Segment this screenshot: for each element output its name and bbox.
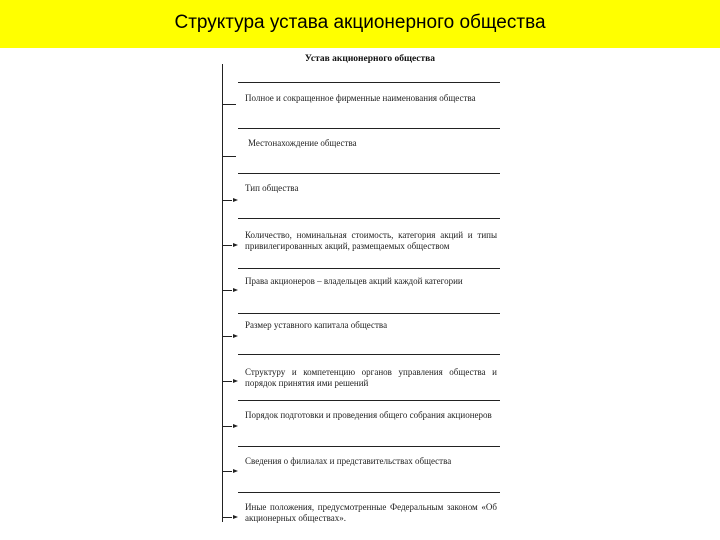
slide-title: Структура устава акционерного общества <box>174 12 546 33</box>
arrow-icon <box>233 469 238 473</box>
arrow-icon <box>233 198 238 202</box>
arrow-icon <box>233 515 238 519</box>
title-banner <box>0 0 720 48</box>
item-rule <box>238 354 500 355</box>
item-full-name: Полное и сокращенное фирменные наименования общества <box>245 93 476 103</box>
item-location: Местонахождение общества <box>248 138 357 148</box>
item-branches: Сведения о филиалах и представительствах общества <box>245 456 452 466</box>
item-governance: Структуру и компетенцию органов управления общества и порядок принятия ими решений <box>245 367 497 388</box>
item-rule <box>238 82 500 83</box>
connector <box>222 290 232 291</box>
connector <box>222 471 232 472</box>
arrow-icon <box>233 334 238 338</box>
connector <box>222 200 232 201</box>
item-rule <box>238 218 500 219</box>
item-rule <box>238 128 500 129</box>
connector <box>222 104 236 105</box>
item-general-meeting: Порядок подготовки и проведения общего собрания акционеров <box>245 410 492 420</box>
item-shareholder-rights: Права акционеров – владельцев акций каждой категории <box>245 276 463 286</box>
arrow-icon <box>233 424 238 428</box>
item-shares: Количество, номинальная стоимость, категория акций и типы привилегированных акций, размещаемых обществом <box>245 230 497 251</box>
item-rule <box>238 173 500 174</box>
connector <box>222 426 232 427</box>
connector <box>222 381 232 382</box>
diagram-title: Устав акционерного общества <box>304 54 436 64</box>
arrow-icon <box>233 288 238 292</box>
arrow-icon <box>233 243 238 247</box>
item-rule <box>238 492 500 493</box>
item-rule <box>238 400 500 401</box>
item-authorized-capital: Размер уставного капитала общества <box>245 320 388 330</box>
arrow-icon <box>233 379 238 383</box>
item-rule <box>238 446 500 447</box>
diagram-trunk-line <box>222 64 223 522</box>
connector <box>222 156 236 157</box>
item-company-type: Тип общества <box>245 183 299 193</box>
connector <box>222 336 232 337</box>
item-other-provisions: Иные положения, предусмотренные Федеральным законом «Об акционерных обществах». <box>245 502 497 523</box>
item-rule <box>238 268 500 269</box>
item-rule <box>238 313 500 314</box>
connector <box>222 517 232 518</box>
connector <box>222 245 232 246</box>
